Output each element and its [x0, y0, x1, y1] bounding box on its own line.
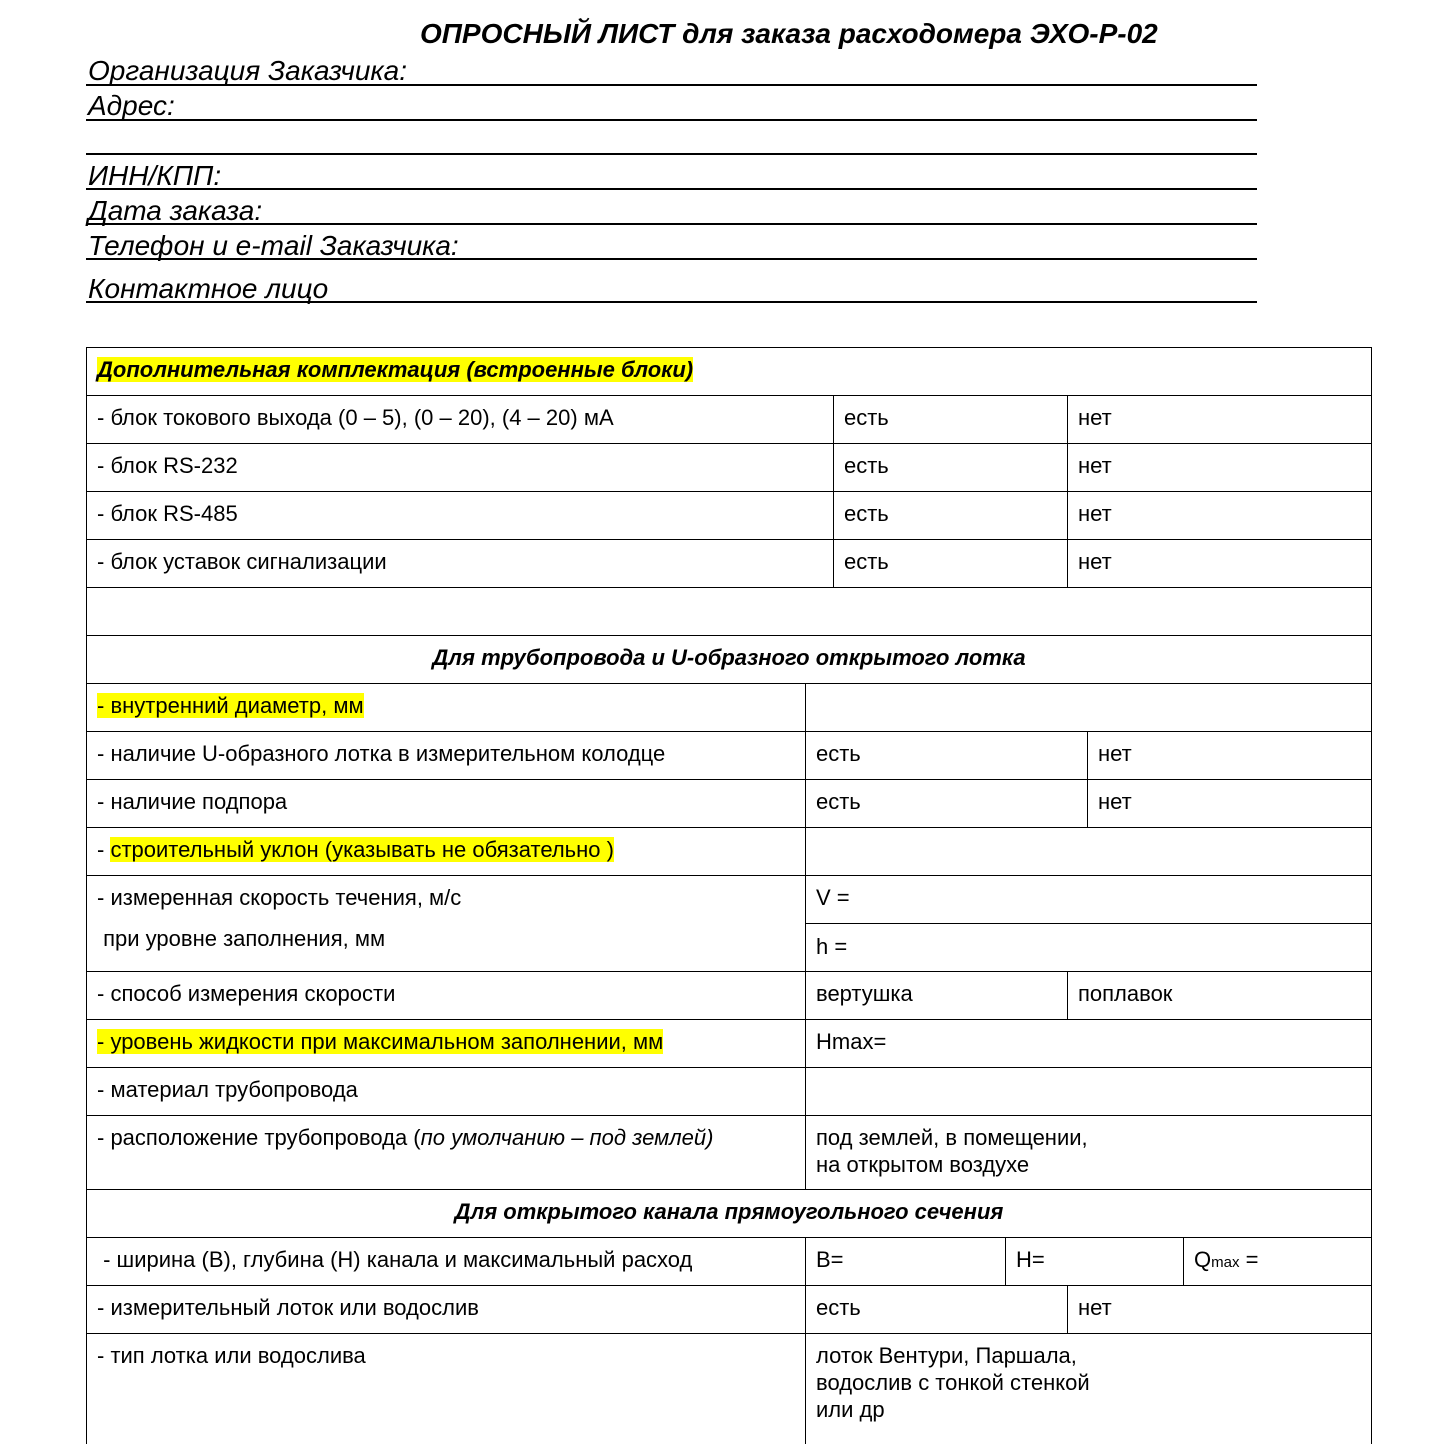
extra-yes[interactable]: есть [833, 396, 1067, 443]
section-extra-row [87, 348, 1372, 396]
table-row [87, 444, 1372, 492]
table-row [87, 732, 1372, 780]
extra-yes[interactable]: есть [833, 540, 1067, 587]
depth-h-field[interactable]: Н= [1005, 1238, 1183, 1285]
table-row [87, 1116, 1372, 1190]
flume-yes[interactable]: есть [805, 1286, 1067, 1333]
diameter-label: - внутренний диаметр, мм [97, 693, 364, 718]
table-row [87, 396, 1372, 444]
section-channel-row [87, 1190, 1372, 1238]
method-label: - способ измерения скорости [97, 981, 396, 1006]
table-row [87, 684, 1372, 732]
u-tray-no[interactable]: нет [1087, 732, 1371, 779]
address-field-label: Адрес: [88, 90, 175, 121]
location-default-note: по умолчанию – под землей) [420, 1125, 714, 1150]
speed-level-label: при уровне заполнения, мм [97, 926, 386, 951]
backwater-label: - наличие подпора [97, 789, 288, 814]
location-label: - расположение трубопровода ( [97, 1125, 421, 1150]
slope-label: строительный уклон (указывать не обязательно ) [110, 837, 614, 862]
table-row [87, 1020, 1372, 1068]
dims-label: - ширина (В), глубина (Н) канала и максимальный расход [97, 1247, 693, 1272]
qmax-field[interactable]: Qmax = [1183, 1238, 1371, 1285]
extra-no[interactable]: нет [1067, 396, 1371, 443]
u-tray-yes[interactable]: есть [805, 732, 1087, 779]
hmax-field[interactable]: Hmax= [805, 1020, 1371, 1067]
section-channel-title: Для открытого канала прямоугольного сечения [454, 1199, 1004, 1224]
extra-label: - блок токового выхода (0 – 5), (0 – 20), (4 – 20) мА [97, 405, 614, 430]
empty-row [87, 588, 1372, 636]
u-tray-label: - наличие U-образного лотка в измерительном колодце [97, 741, 666, 766]
material-label: - материал трубопровода [97, 1077, 358, 1102]
table-row [87, 492, 1372, 540]
phone-field-label: Телефон и e-mail Заказчика: [88, 230, 459, 261]
table-row [87, 1238, 1372, 1286]
table-row [87, 540, 1372, 588]
location-option-2[interactable]: на открытом воздухе [816, 1152, 1030, 1177]
table-row [87, 1068, 1372, 1116]
extra-no[interactable]: нет [1067, 444, 1371, 491]
flume-type-label: - тип лотка или водослива [97, 1343, 366, 1368]
table-row [87, 828, 1372, 876]
slope-prefix: - [97, 837, 111, 862]
width-b-field[interactable]: В= [805, 1238, 1005, 1285]
method-float[interactable]: поплавок [1067, 972, 1371, 1019]
page-title: ОПРОСНЫЙ ЛИСТ для заказа расходомера ЭХО-Р-02 [420, 18, 1158, 49]
extra-label: - блок RS-232 [97, 453, 238, 478]
diameter-value[interactable] [805, 684, 1371, 731]
extra-no[interactable]: нет [1067, 540, 1371, 587]
section-pipe-title: Для трубопровода и U-образного открытого лотка [432, 645, 1026, 670]
address-field-line[interactable] [86, 119, 1257, 121]
extra-yes[interactable]: есть [833, 444, 1067, 491]
extra-no[interactable]: нет [1067, 492, 1371, 539]
speed-label: - измеренная скорость течения, м/с [97, 885, 462, 910]
table-row [87, 1286, 1372, 1334]
address-field-line-2[interactable] [86, 153, 1257, 155]
backwater-no[interactable]: нет [1087, 780, 1371, 827]
contact-field-label: Контактное лицо [88, 273, 329, 304]
order-table [86, 347, 1372, 1444]
contact-field-line[interactable] [86, 301, 1257, 303]
flume-type-option-3[interactable]: или др [816, 1397, 885, 1422]
method-spinner[interactable]: вертушка [805, 972, 1067, 1019]
org-field-line[interactable] [86, 84, 1257, 86]
speed-v-field[interactable]: V = [816, 885, 850, 910]
location-option-1[interactable]: под землей, в помещении, [816, 1125, 1088, 1150]
extra-yes[interactable]: есть [833, 492, 1067, 539]
flume-type-option-2[interactable]: водослив с тонкой стенкой [816, 1370, 1090, 1395]
flume-label: - измерительный лоток или водослив [97, 1295, 479, 1320]
flume-type-option-1[interactable]: лоток Вентури, Паршала, [816, 1343, 1077, 1368]
slope-value[interactable] [805, 828, 1371, 875]
section-extra-title: Дополнительная комплектация (встроенные блоки) [97, 357, 694, 382]
speed-h-field[interactable]: h = [816, 934, 848, 959]
extra-label: - блок RS-485 [97, 501, 238, 526]
table-row [87, 972, 1372, 1020]
phone-field-line[interactable] [86, 258, 1257, 260]
inn-field-label: ИНН/КПП: [88, 160, 222, 191]
table-row [87, 780, 1372, 828]
org-field-label: Организация Заказчика: [88, 55, 408, 86]
extra-label: - блок уставок сигнализации [97, 549, 387, 574]
table-row [87, 1334, 1372, 1444]
flume-no[interactable]: нет [1067, 1286, 1371, 1333]
level-label: - уровень жидкости при максимальном заполнении, мм [97, 1029, 664, 1054]
date-field-line[interactable] [86, 223, 1257, 225]
backwater-yes[interactable]: есть [805, 780, 1087, 827]
material-value[interactable] [805, 1068, 1371, 1115]
inn-field-line[interactable] [86, 188, 1257, 190]
section-pipe-row [87, 636, 1372, 684]
table-row [87, 876, 1372, 972]
date-field-label: Дата заказа: [88, 195, 263, 226]
